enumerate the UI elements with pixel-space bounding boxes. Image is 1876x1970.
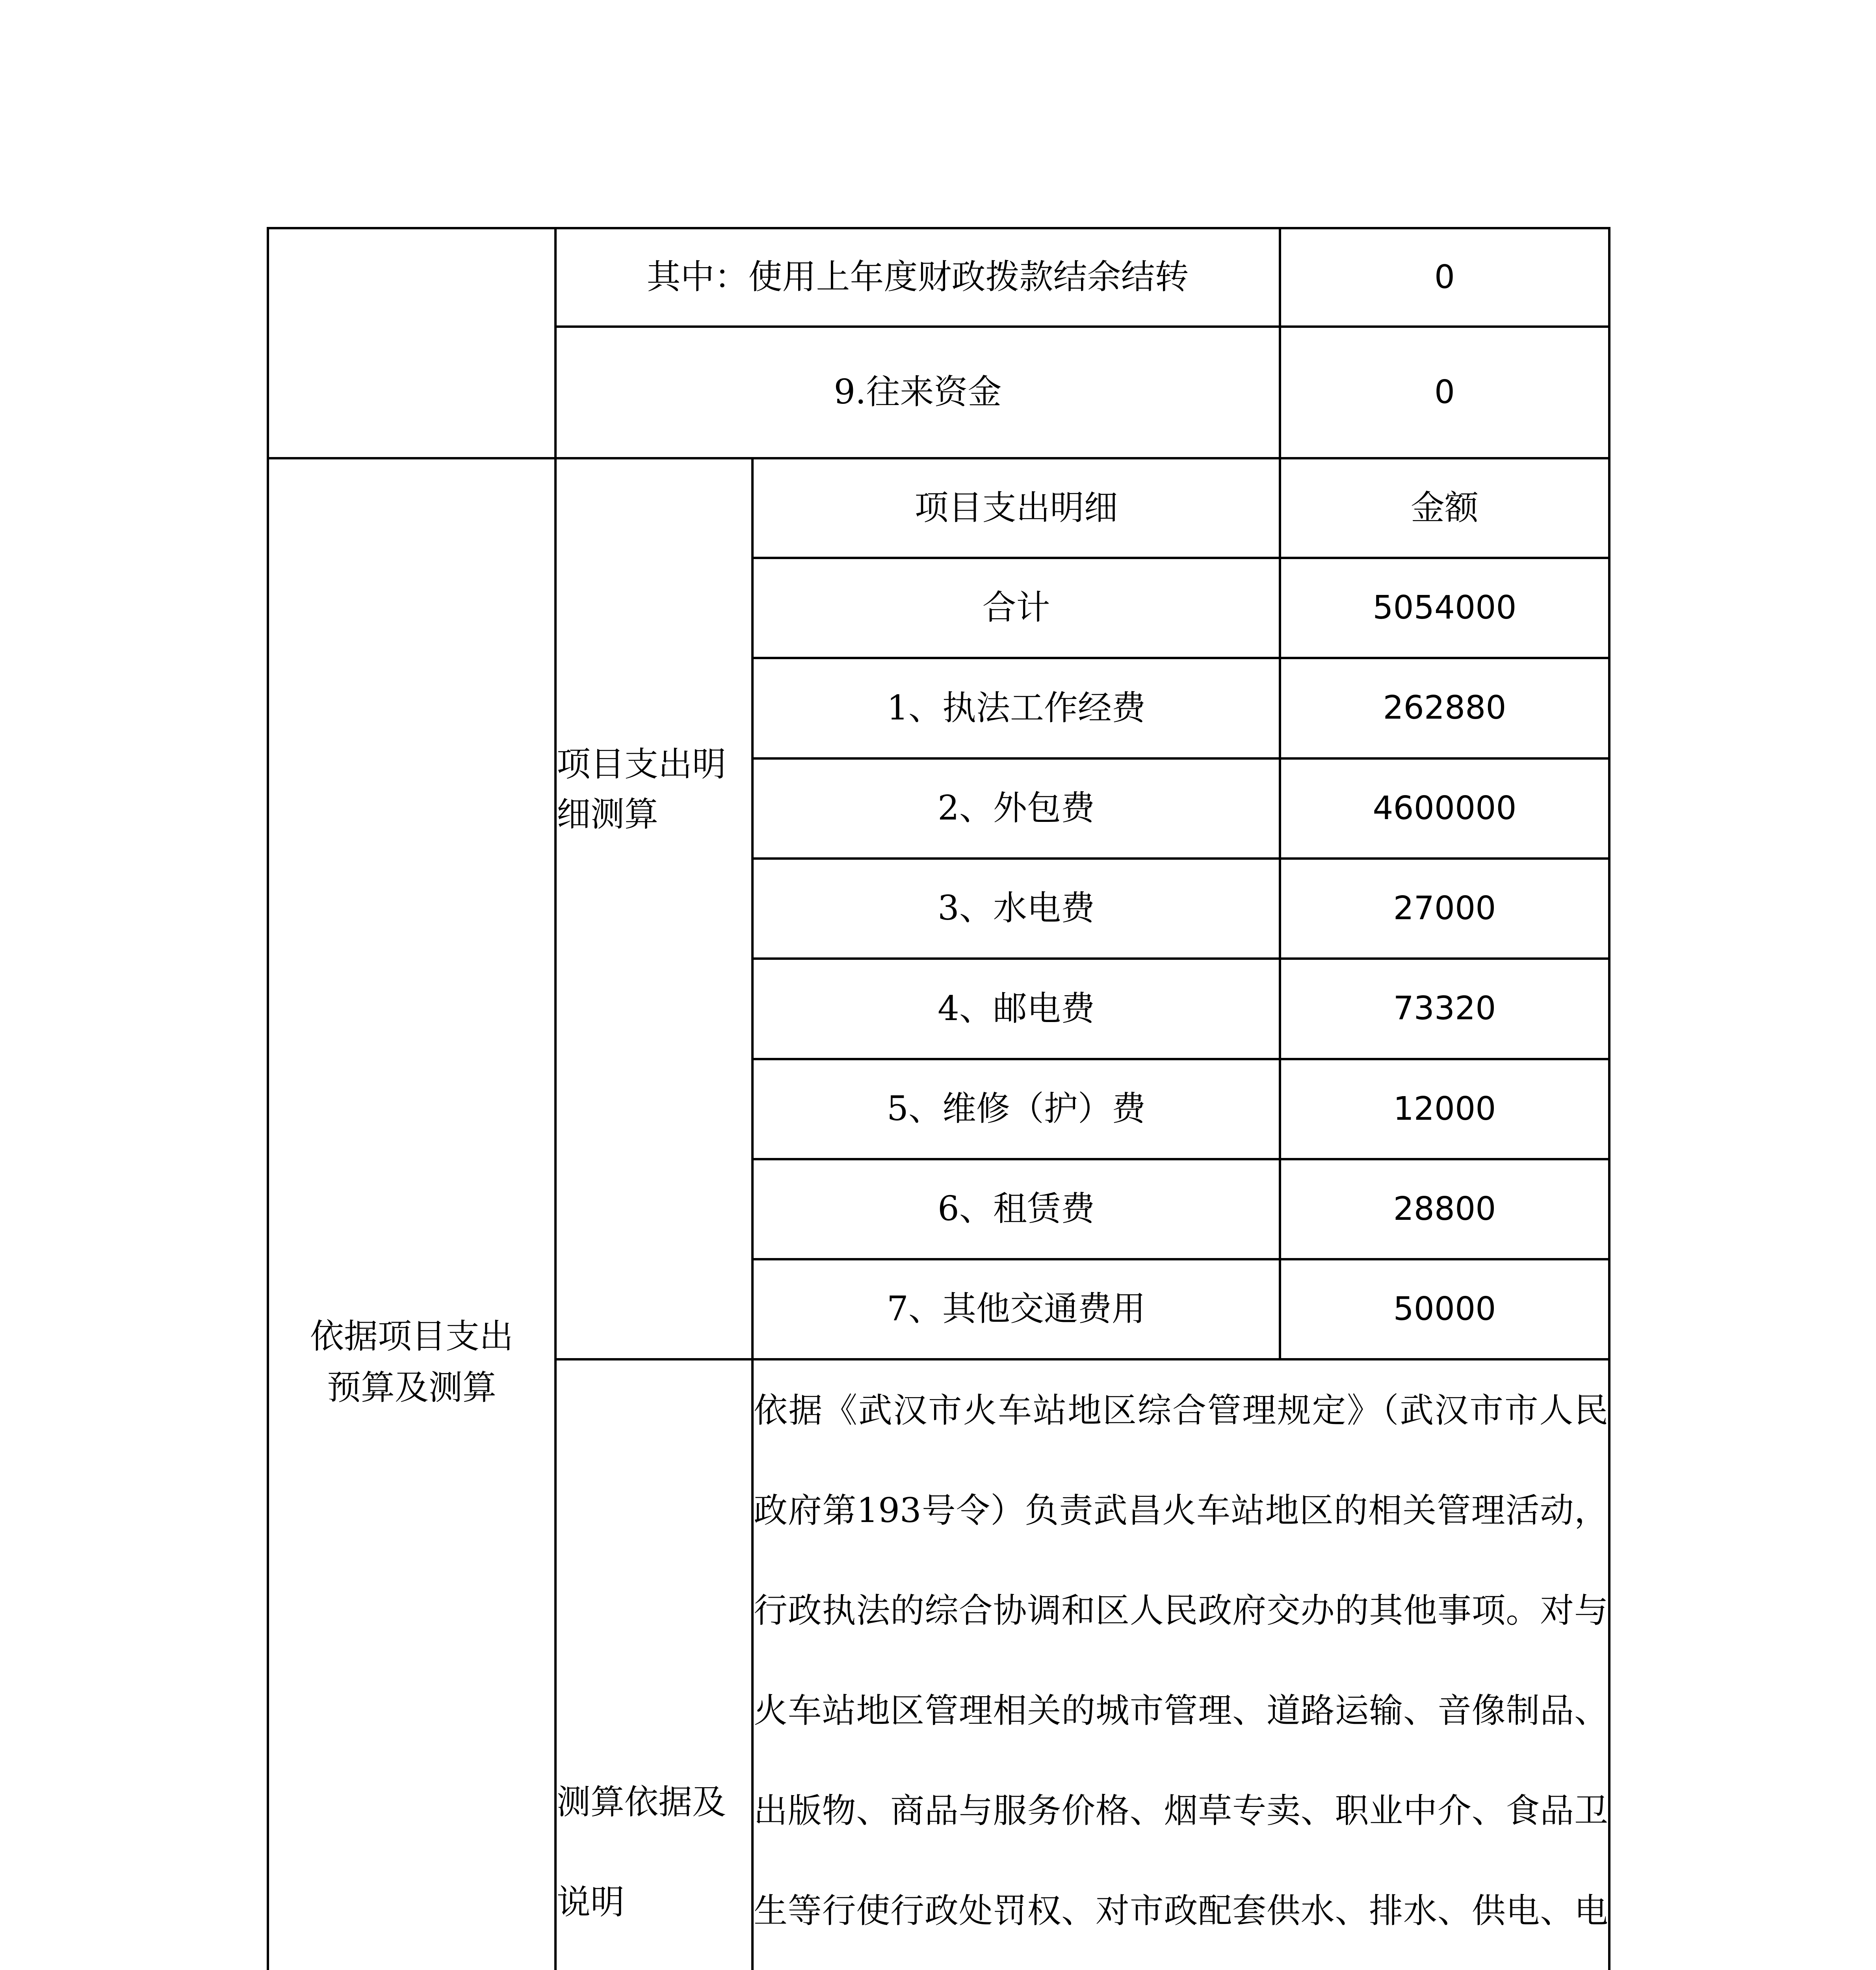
detail-item-amount: 50000 xyxy=(1393,1290,1496,1328)
basis-description: 依据《武汉市火车站地区综合管理规定》（武汉市市人民政府第193号令）负责武昌火车站地区的相关管理活动，行政执法的综合协调和区人民政府交办的其他事项。对与火车站地区管理相关的城市管理、道路运输、音像制品、出版物、商品与服务价格、烟草专卖、职业中介、食品卫生等行使行政处罚权、对市政配套供水、排水、供电、电 xyxy=(754,1391,1608,1931)
detail-item-amount: 12000 xyxy=(1393,1090,1496,1128)
detail-item-amount: 4600000 xyxy=(1373,789,1517,827)
detail-item-name: 7、其他交通费用 xyxy=(887,1289,1146,1329)
current-funds-label: 9.往来资金 xyxy=(834,372,1002,412)
detail-label: 项目支出明细测算 xyxy=(557,745,726,834)
detail-item-amount: 28800 xyxy=(1393,1190,1496,1228)
carryover-label: 其中：使用上年度财政拨款结余结转 xyxy=(646,257,1189,297)
detail-item-name: 4、邮电费 xyxy=(938,989,1095,1028)
rule-col2 xyxy=(554,227,557,1970)
carryover-value: 0 xyxy=(1434,258,1455,296)
section-title: 依据项目支出预算及测算 xyxy=(310,1317,513,1407)
detail-item-name: 3、水电费 xyxy=(938,888,1095,928)
detail-item-amount: 27000 xyxy=(1393,889,1496,927)
detail-item-name: 5、维修（护）费 xyxy=(887,1089,1146,1129)
detail-header-amount: 金额 xyxy=(1411,488,1479,528)
current-funds-value: 0 xyxy=(1434,373,1455,411)
detail-item-name: 6、租赁费 xyxy=(938,1189,1095,1229)
rule-left xyxy=(267,227,269,1970)
detail-header-item: 项目支出明细 xyxy=(914,488,1118,528)
detail-item-name: 合计 xyxy=(982,588,1050,628)
detail-item-name: 1、执法工作经费 xyxy=(887,688,1146,728)
detail-item-amount: 5054000 xyxy=(1373,589,1517,626)
detail-item-amount: 73320 xyxy=(1393,990,1496,1028)
detail-item-name: 2、外包费 xyxy=(938,788,1095,828)
basis-label: 测算依据及说明 xyxy=(557,1782,726,1922)
detail-item-amount: 262880 xyxy=(1383,689,1506,727)
rule-right xyxy=(1608,227,1610,1970)
